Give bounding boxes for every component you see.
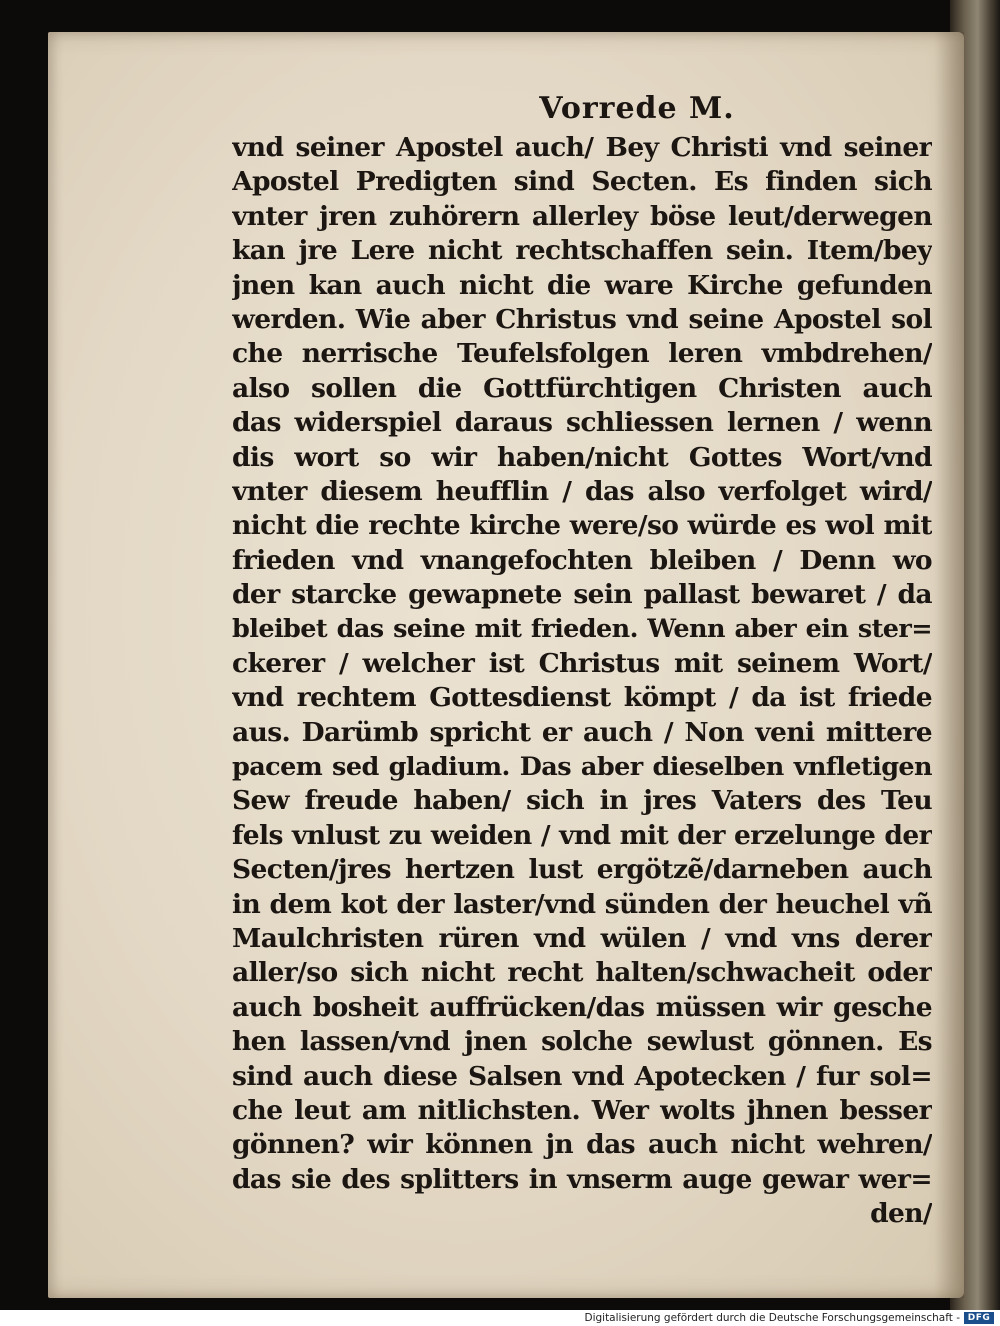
text-line: also sollen die Gottfürchtigen Christen auch [232, 372, 932, 404]
text-line: vnter diesem heufflin / das also verfolget wird/ [232, 475, 932, 507]
text-block [232, 87, 932, 1232]
funding-credit: Digitalisierung gefördert durch die Deutsche Forschungsgemeinschaft - [584, 1312, 960, 1324]
text-line: sind auch diese Salsen vnd Apotecken / fur sol= [232, 1060, 932, 1092]
text-line: nicht die rechte kirche were/so würde es wol mit [232, 510, 932, 542]
text-line: pacem sed gladium. Das aber dieselben vnfletigen [232, 752, 932, 783]
text-line: Apostel Predigten sind Secten. Es finden sich [232, 166, 932, 198]
text-line: frieden vnd vnangefochten bleiben / Denn wo [232, 544, 932, 576]
text-line: fels vnlust zu weiden / vnd mit der erzelunge der [232, 819, 932, 851]
text-line: ckerer / welcher ist Christus mit seinem Wort/ [232, 647, 932, 679]
dfg-logo-icon[interactable]: DFG [964, 1312, 994, 1324]
text-line: vnter jren zuhörern allerley böse leut/derwegen [232, 200, 932, 232]
text-line: vnd rechtem Gottesdienst kömpt / da ist friede [232, 682, 932, 714]
text-line: Secten/jres hertzen lust ergötzẽ/darneben auch [232, 854, 932, 886]
text-line: bleibet das seine mit frieden. Wenn aber ein ster= [232, 614, 932, 645]
text-line: vnd seiner Apostel auch/ Bey Christi vnd seiner [232, 132, 932, 163]
text-line: dis wort so wir haben/nicht Gottes Wort/vnd [232, 441, 932, 473]
text-line: Sew freude haben/ sich in jres Vaters des Teu [232, 785, 932, 817]
text-line: che leut am nitlichsten. Wer wolts jhnen besser [232, 1094, 932, 1126]
text-line: auch bosheit auffrücken/das müssen wir gesche [232, 991, 932, 1023]
text-line: das sie des splitters in vnserm auge gewar wer= [232, 1163, 932, 1195]
text-line: werden. Wie aber Christus vnd seine Apostel sol [232, 303, 932, 335]
book-page [48, 32, 964, 1298]
text-line: jnen kan auch nicht die ware Kirche gefunden [232, 269, 932, 301]
text-line-catchword: den/ [870, 1198, 932, 1230]
text-line: gönnen? wir können jn das auch nicht wehren/ [232, 1129, 932, 1161]
footer-bar [0, 1310, 1000, 1326]
text-line: Maulchristen rüren vnd wülen / vnd vns derer [232, 922, 932, 954]
text-line: hen lassen/vnd jnen solche sewlust gönnen. Es [232, 1026, 932, 1058]
text-line: che nerrische Teufelsfolgen leren vmbdrehen/ [232, 338, 932, 370]
text-line: der starcke gewapnete sein pallast bewaret / da [232, 579, 932, 611]
text-line: kan jre Lere nicht rechtschaffen sein. Item/bey [232, 235, 932, 267]
text-line: aus. Darümb spricht er auch / Non veni mittere [232, 716, 932, 748]
text-line: in dem kot der laster/vnd sünden der heuchel vñ [232, 888, 932, 920]
running-header: Vorrede M. [539, 91, 735, 126]
text-line: aller/so sich nicht recht halten/schwacheit oder [232, 957, 932, 989]
text-line: das widerspiel daraus schliessen lernen / wenn [232, 407, 932, 439]
